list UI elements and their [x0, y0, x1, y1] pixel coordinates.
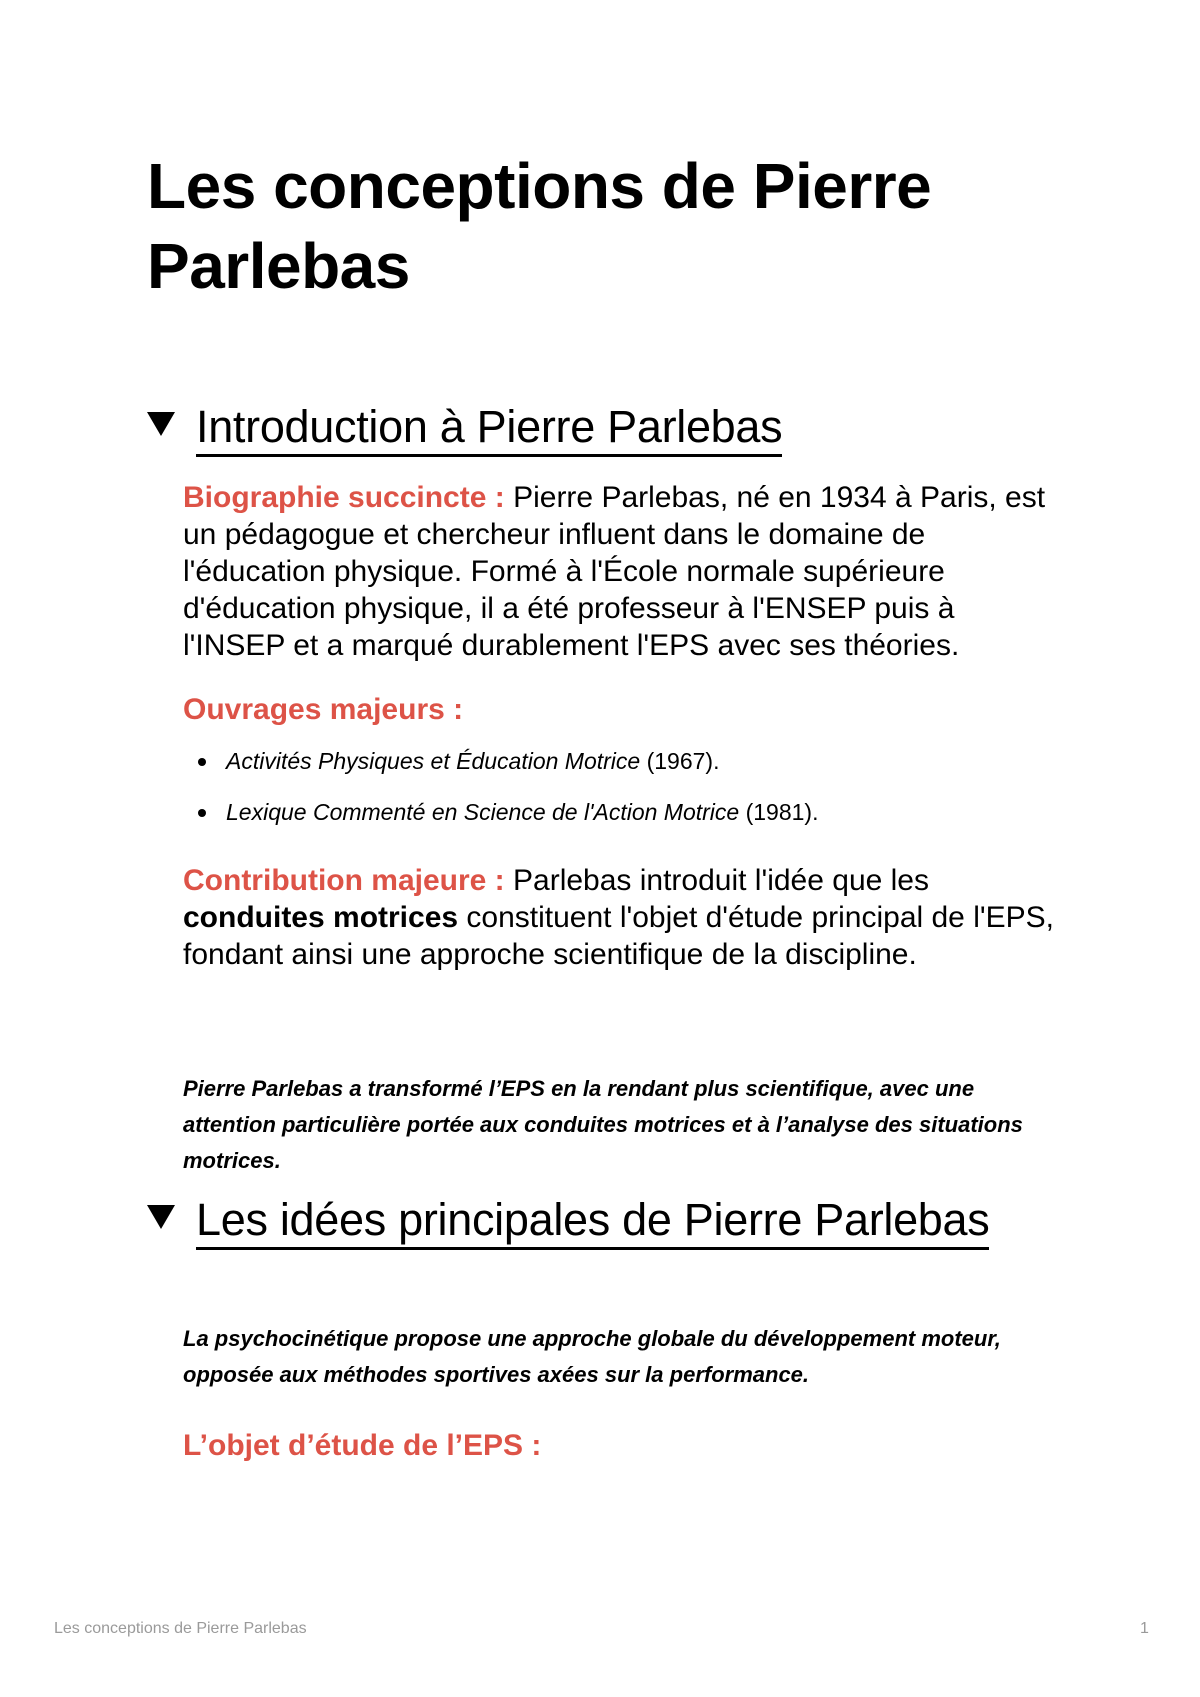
introduction-summary: Pierre Parlebas a transformé l’EPS en la rendant plus scientifique, avec une attention particulière portée aux conduites motrices et à l’analyse des situations motrices.	[183, 1076, 1023, 1173]
bullet-icon	[198, 758, 206, 766]
biography-text: Pierre Parlebas, né en 1934 à Paris, est un pédagogue et chercheur influent dans le domaine de l'éducation physique. Formé à l'École normale supérieure d'éducation physique, il a été professeur à l'ENSEP puis à l'INSEP et a marqué durablement l'EPS avec ses théories.	[183, 481, 1046, 662]
list-item	[196, 745, 1056, 796]
toggle-triangle-icon[interactable]	[147, 412, 175, 436]
works-heading	[183, 691, 1063, 728]
eps-object-heading	[183, 1427, 1063, 1464]
toggle-heading-main-ideas[interactable]	[147, 1189, 1027, 1251]
biography-paragraph	[183, 479, 1063, 664]
page-number: 1	[1140, 1620, 1149, 1637]
work-title: Activités Physiques et Éducation Motrice	[226, 748, 641, 774]
footer-title: Les conceptions de Pierre Parlebas	[54, 1620, 307, 1637]
contribution-label: Contribution majeure :	[183, 864, 505, 897]
toggle-heading-label: Les idées principales de Pierre Parlebas	[196, 1194, 989, 1250]
page-title: Les conceptions de Pierre Parlebas	[147, 150, 932, 302]
main-ideas-summary: La psychocinétique propose une approche globale du développement moteur, opposée aux méthodes sportives axées sur la performance.	[183, 1326, 1001, 1387]
work-year: (1967).	[640, 748, 720, 774]
toggle-heading-label: Introduction à Pierre Parlebas	[196, 401, 782, 457]
works-label: Ouvrages majeurs :	[183, 693, 464, 726]
contribution-paragraph	[183, 862, 1063, 973]
contribution-text-before: Parlebas introduit l'idée que les	[504, 864, 929, 897]
eps-object-label: L’objet d’étude de l’EPS :	[183, 1429, 542, 1462]
contribution-emphasis: conduites motrices	[183, 901, 459, 934]
list-item	[196, 796, 1056, 847]
bullet-icon	[198, 809, 206, 817]
biography-label: Biographie succincte :	[183, 481, 505, 514]
work-year: (1981).	[739, 799, 819, 825]
works-list	[196, 745, 1056, 847]
work-title: Lexique Commenté en Science de l'Action Motrice	[226, 799, 740, 825]
toggle-heading-introduction[interactable]	[147, 396, 782, 458]
toggle-triangle-icon[interactable]	[147, 1205, 175, 1229]
contribution-text-after: constituent l'objet d'étude principal de l'EPS, fondant ainsi une approche scientifique de la discipline.	[183, 901, 1054, 971]
